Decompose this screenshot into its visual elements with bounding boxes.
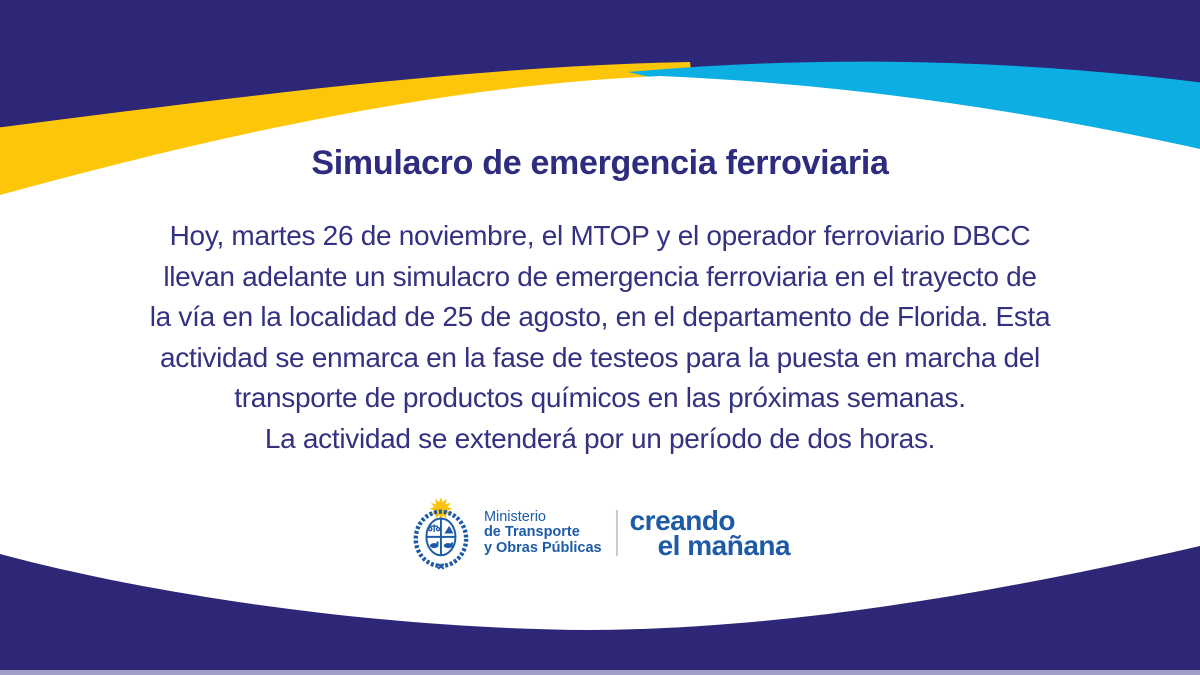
ministry-line-3: y Obras Públicas <box>483 539 602 556</box>
ministry-name <box>484 510 602 557</box>
shield <box>426 518 455 555</box>
body-text <box>0 216 1200 459</box>
logo-divider <box>616 510 618 556</box>
body-line-2: llevan adelante un simulacro de emergencia ferroviaria en el trayecto de <box>163 260 1037 292</box>
mtop-logo <box>410 496 790 570</box>
ministry-line-2: de Transporte <box>483 524 580 541</box>
slogan <box>629 505 791 561</box>
uruguay-coat-of-arms-icon <box>410 496 472 570</box>
body-line-6: La actividad se extenderá por un período de dos horas. <box>264 422 936 454</box>
page-title: Simulacro de emergencia ferroviaria <box>311 144 889 182</box>
body-line-4: actividad se enmarca en la fase de testeos para la puesta en marcha del <box>160 341 1040 373</box>
sun-icon <box>429 497 452 520</box>
ministry-line-1: Ministerio <box>483 508 546 525</box>
body-line-5: transporte de productos químicos en las próximas semanas. <box>234 382 966 413</box>
slogan-line-2: el mañana <box>657 530 791 561</box>
body-line-1: Hoy, martes 26 de noviembre, el MTOP y el operador ferroviario DBCC <box>169 220 1031 251</box>
slogan-line-1: creando <box>629 505 736 536</box>
body-line-3: la vía en la localidad de 25 de agosto, en el departamento de Florida. Esta <box>149 301 1051 332</box>
